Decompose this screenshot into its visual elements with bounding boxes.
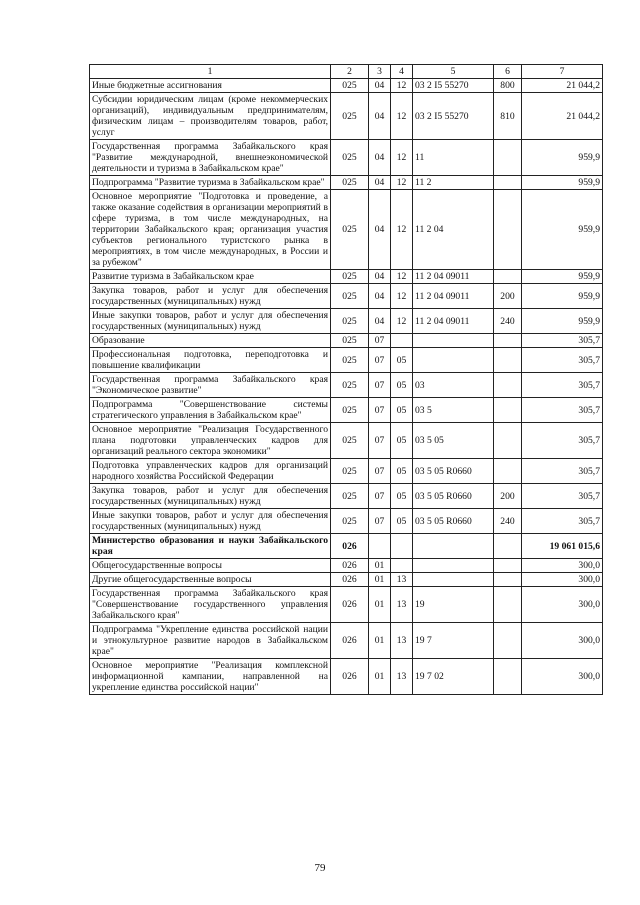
row-description: Основное мероприятие "Подготовка и проведение, а также оказание содействия в организации мероприятий в сфере туризма, в том числе международных, на территории Забайкальского края; организация участия субъектов регионального туристского рынка в мероприятиях, в том числе международных, в России и за рубежом" <box>90 190 331 270</box>
ministry-code: 026 <box>331 587 369 623</box>
amount-value: 305,7 <box>522 373 603 398</box>
ministry-code: 026 <box>331 623 369 659</box>
column-header: 6 <box>494 65 522 79</box>
subsection-code: 13 <box>391 573 413 587</box>
expense-type-code <box>494 459 522 484</box>
section-code: 07 <box>369 484 391 509</box>
expense-type-code: 240 <box>494 509 522 534</box>
ministry-code: 026 <box>331 534 369 559</box>
row-description: Профессиональная подготовка, переподготовка и повышение квалификации <box>90 348 331 373</box>
subsection-code <box>391 534 413 559</box>
row-description: Общегосударственные вопросы <box>90 559 331 573</box>
subsection-code: 12 <box>391 190 413 270</box>
table-row <box>90 423 603 459</box>
target-article-code: 03 5 05 R0660 <box>413 484 494 509</box>
target-article-code: 03 <box>413 373 494 398</box>
amount-value: 959,9 <box>522 190 603 270</box>
subsection-code: 12 <box>391 284 413 309</box>
table-row <box>90 93 603 140</box>
column-header: 2 <box>331 65 369 79</box>
expense-type-code <box>494 623 522 659</box>
expense-type-code <box>494 334 522 348</box>
ministry-code: 025 <box>331 284 369 309</box>
amount-value: 959,9 <box>522 140 603 176</box>
subsection-code: 12 <box>391 270 413 284</box>
table-row <box>90 534 603 559</box>
expense-type-code <box>494 398 522 423</box>
subsection-code: 13 <box>391 659 413 695</box>
subsection-code: 13 <box>391 587 413 623</box>
subsection-code: 05 <box>391 423 413 459</box>
ministry-code: 025 <box>331 398 369 423</box>
section-code: 07 <box>369 459 391 484</box>
subsection-code: 12 <box>391 176 413 190</box>
target-article-code <box>413 559 494 573</box>
column-header: 1 <box>90 65 331 79</box>
expense-type-code: 200 <box>494 284 522 309</box>
column-header: 5 <box>413 65 494 79</box>
section-code: 01 <box>369 659 391 695</box>
expense-type-code <box>494 190 522 270</box>
section-code: 07 <box>369 348 391 373</box>
subsection-code: 13 <box>391 623 413 659</box>
amount-value: 305,7 <box>522 459 603 484</box>
expense-type-code <box>494 348 522 373</box>
expense-type-code <box>494 423 522 459</box>
amount-value: 300,0 <box>522 587 603 623</box>
target-article-code: 03 5 05 R0660 <box>413 459 494 484</box>
table-row <box>90 79 603 93</box>
page-number: 79 <box>314 862 326 874</box>
amount-value: 305,7 <box>522 334 603 348</box>
ministry-code: 025 <box>331 334 369 348</box>
amount-value: 959,9 <box>522 284 603 309</box>
expense-type-code: 800 <box>494 79 522 93</box>
table-row <box>90 587 603 623</box>
row-description: Иные закупки товаров, работ и услуг для обеспечения государственных (муниципальных) нужд <box>90 509 331 534</box>
ministry-code: 025 <box>331 459 369 484</box>
table-row <box>90 140 603 176</box>
target-article-code: 03 5 05 R0660 <box>413 509 494 534</box>
expense-type-code <box>494 373 522 398</box>
ministry-code: 025 <box>331 270 369 284</box>
ministry-code: 025 <box>331 176 369 190</box>
table-row <box>90 190 603 270</box>
section-code: 04 <box>369 309 391 334</box>
amount-value: 305,7 <box>522 398 603 423</box>
expense-type-code: 200 <box>494 484 522 509</box>
table-row <box>90 176 603 190</box>
amount-value: 19 061 015,6 <box>522 534 603 559</box>
section-code: 07 <box>369 423 391 459</box>
row-description: Подпрограмма "Развитие туризма в Забайкальском крае" <box>90 176 331 190</box>
expense-type-code <box>494 659 522 695</box>
ministry-code: 025 <box>331 79 369 93</box>
table-row <box>90 348 603 373</box>
section-code: 04 <box>369 176 391 190</box>
row-description: Государственная программа Забайкальского края "Совершенствование государственного управления Забайкальского края" <box>90 587 331 623</box>
table-header-row <box>90 65 603 79</box>
row-description: Подпрограмма "Укрепление единства российской нации и этнокультурное развитие народов в Забайкальском крае" <box>90 623 331 659</box>
section-code: 07 <box>369 398 391 423</box>
expense-type-code: 240 <box>494 309 522 334</box>
ministry-code: 025 <box>331 140 369 176</box>
table-row <box>90 484 603 509</box>
table-row <box>90 573 603 587</box>
subsection-code: 12 <box>391 93 413 140</box>
subsection-code: 12 <box>391 309 413 334</box>
section-code: 01 <box>369 573 391 587</box>
ministry-code: 025 <box>331 190 369 270</box>
target-article-code: 11 2 04 09011 <box>413 309 494 334</box>
expense-type-code <box>494 140 522 176</box>
section-code: 01 <box>369 623 391 659</box>
section-code: 01 <box>369 587 391 623</box>
ministry-code: 026 <box>331 559 369 573</box>
row-description: Государственная программа Забайкальского края "Экономическое развитие" <box>90 373 331 398</box>
amount-value: 300,0 <box>522 659 603 695</box>
target-article-code: 19 <box>413 587 494 623</box>
row-description: Иные бюджетные ассигнования <box>90 79 331 93</box>
table-row <box>90 398 603 423</box>
subsection-code: 12 <box>391 79 413 93</box>
table-row <box>90 334 603 348</box>
target-article-code <box>413 348 494 373</box>
section-code: 04 <box>369 284 391 309</box>
target-article-code: 03 2 I5 55270 <box>413 93 494 140</box>
expense-type-code <box>494 270 522 284</box>
subsection-code: 05 <box>391 509 413 534</box>
section-code: 04 <box>369 140 391 176</box>
subsection-code: 12 <box>391 140 413 176</box>
target-article-code: 11 2 <box>413 176 494 190</box>
row-description: Иные закупки товаров, работ и услуг для обеспечения государственных (муниципальных) нужд <box>90 309 331 334</box>
row-description: Подпрограмма "Совершенствование системы стратегического управления в Забайкальском крае" <box>90 398 331 423</box>
amount-value: 959,9 <box>522 270 603 284</box>
amount-value: 959,9 <box>522 176 603 190</box>
amount-value: 21 044,2 <box>522 79 603 93</box>
budget-table <box>89 64 603 695</box>
ministry-code: 025 <box>331 93 369 140</box>
target-article-code: 19 7 02 <box>413 659 494 695</box>
row-description: Подготовка управленческих кадров для организаций народного хозяйства Российской Федерации <box>90 459 331 484</box>
amount-value: 305,7 <box>522 348 603 373</box>
table-row <box>90 459 603 484</box>
expense-type-code <box>494 587 522 623</box>
section-code: 01 <box>369 559 391 573</box>
section-code: 07 <box>369 373 391 398</box>
section-code: 04 <box>369 270 391 284</box>
subsection-code: 05 <box>391 398 413 423</box>
amount-value: 959,9 <box>522 309 603 334</box>
target-article-code: 19 7 <box>413 623 494 659</box>
ministry-code: 025 <box>331 348 369 373</box>
ministry-code: 026 <box>331 573 369 587</box>
table-row <box>90 509 603 534</box>
row-description: Развитие туризма в Забайкальском крае <box>90 270 331 284</box>
subsection-code <box>391 559 413 573</box>
row-description: Министерство образования и науки Забайкальского края <box>90 534 331 559</box>
ministry-code: 025 <box>331 484 369 509</box>
table-row <box>90 659 603 695</box>
expense-type-code <box>494 559 522 573</box>
target-article-code: 11 2 04 09011 <box>413 270 494 284</box>
ministry-code: 025 <box>331 423 369 459</box>
target-article-code: 03 2 I5 55270 <box>413 79 494 93</box>
target-article-code: 11 2 04 09011 <box>413 284 494 309</box>
section-code: 04 <box>369 79 391 93</box>
table-row <box>90 284 603 309</box>
row-description: Основное мероприятие "Реализация комплексной информационной кампании, направленной на укрепление единства российской нации" <box>90 659 331 695</box>
target-article-code: 11 2 04 <box>413 190 494 270</box>
row-description: Основное мероприятие "Реализация Государственного плана подготовки управленческих кадров для организаций реального сектора экономики" <box>90 423 331 459</box>
table-row <box>90 270 603 284</box>
amount-value: 300,0 <box>522 559 603 573</box>
subsection-code <box>391 334 413 348</box>
section-code: 07 <box>369 509 391 534</box>
column-header: 3 <box>369 65 391 79</box>
ministry-code: 025 <box>331 373 369 398</box>
row-description: Другие общегосударственные вопросы <box>90 573 331 587</box>
amount-value: 21 044,2 <box>522 93 603 140</box>
row-description: Закупка товаров, работ и услуг для обеспечения государственных (муниципальных) нужд <box>90 484 331 509</box>
row-description: Субсидии юридическим лицам (кроме некоммерческих организаций), индивидуальным предпринимателям, физическим лицам – производителям товаров, работ, услуг <box>90 93 331 140</box>
amount-value: 305,7 <box>522 509 603 534</box>
ministry-code: 026 <box>331 659 369 695</box>
table-row <box>90 373 603 398</box>
row-description: Закупка товаров, работ и услуг для обеспечения государственных (муниципальных) нужд <box>90 284 331 309</box>
section-code <box>369 534 391 559</box>
section-code: 04 <box>369 93 391 140</box>
section-code: 04 <box>369 190 391 270</box>
amount-value: 300,0 <box>522 573 603 587</box>
subsection-code: 05 <box>391 373 413 398</box>
table-row <box>90 309 603 334</box>
expense-type-code <box>494 573 522 587</box>
subsection-code: 05 <box>391 484 413 509</box>
ministry-code: 025 <box>331 509 369 534</box>
target-article-code: 03 5 05 <box>413 423 494 459</box>
table-row <box>90 623 603 659</box>
amount-value: 305,7 <box>522 423 603 459</box>
subsection-code: 05 <box>391 348 413 373</box>
amount-value: 305,7 <box>522 484 603 509</box>
target-article-code <box>413 534 494 559</box>
expense-type-code <box>494 176 522 190</box>
row-description: Образование <box>90 334 331 348</box>
target-article-code: 11 <box>413 140 494 176</box>
target-article-code <box>413 334 494 348</box>
target-article-code <box>413 573 494 587</box>
column-header: 4 <box>391 65 413 79</box>
expense-type-code <box>494 534 522 559</box>
ministry-code: 025 <box>331 309 369 334</box>
section-code: 07 <box>369 334 391 348</box>
expense-type-code: 810 <box>494 93 522 140</box>
row-description: Государственная программа Забайкальского края "Развитие международной, внешнеэкономической деятельности и туризма в Забайкальском крае" <box>90 140 331 176</box>
table-row <box>90 559 603 573</box>
subsection-code: 05 <box>391 459 413 484</box>
column-header: 7 <box>522 65 603 79</box>
target-article-code: 03 5 <box>413 398 494 423</box>
amount-value: 300,0 <box>522 623 603 659</box>
